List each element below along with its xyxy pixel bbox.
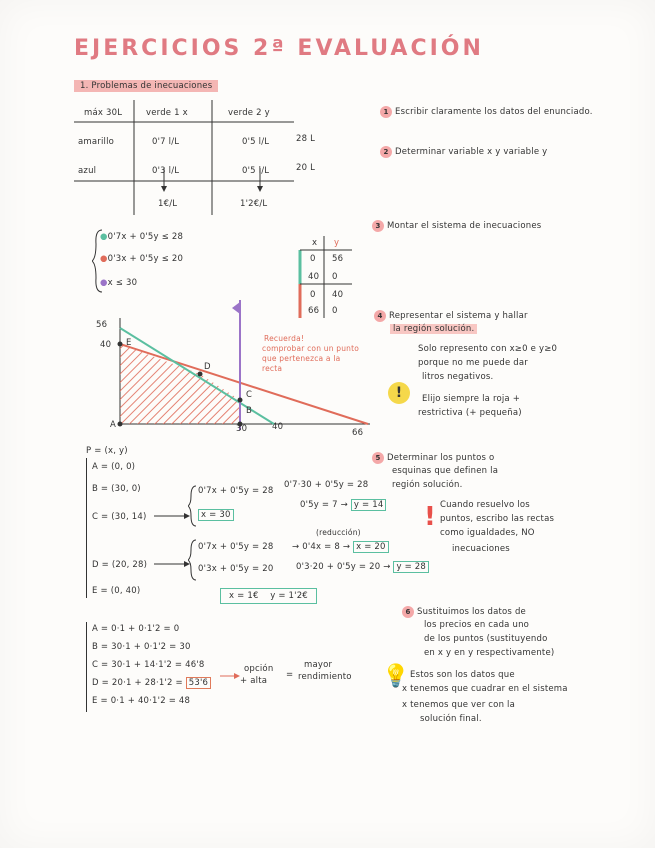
step-number: 3 xyxy=(372,220,384,232)
note-text: Elijo siempre la roja + xyxy=(422,394,521,404)
step-4-line2: la región solución. xyxy=(390,324,477,334)
equation-boxed: x = 30 xyxy=(198,510,234,520)
values-cell: 0 xyxy=(310,254,316,264)
points-header: P = (x, y) xyxy=(86,446,128,456)
step-text: en x y en y respectivamente) xyxy=(424,648,555,658)
equals-sign: = xyxy=(286,670,294,680)
inequality-2: ●0'3x + 0'5y ≤ 20 xyxy=(100,254,184,264)
values-head-x: x xyxy=(312,238,318,248)
values-cell: 56 xyxy=(332,254,344,264)
step-text: los precios en cada uno xyxy=(424,620,530,630)
step-text: de los puntos (sustituyendo xyxy=(424,634,548,644)
note-text: x tenemos que cuadrar en el sistema xyxy=(402,684,568,694)
eval-line: A = 0·1 + 0·1'2 = 0 xyxy=(92,624,180,634)
note-text: litros negativos. xyxy=(422,372,494,382)
graph-note: recta xyxy=(262,364,283,373)
eval-bracket xyxy=(86,622,87,712)
graph-note: Recuerda! xyxy=(264,334,305,343)
eval-line: B = 30·1 + 0·1'2 = 30 xyxy=(92,642,191,652)
arrows xyxy=(150,500,190,570)
note-text: opción xyxy=(244,664,274,674)
values-cell: 40 xyxy=(332,290,344,300)
equation: 0'3x + 0'5y = 20 xyxy=(198,564,274,574)
step-number: 4 xyxy=(374,310,386,322)
brace xyxy=(188,484,198,528)
table-header-green2: verde 2 y xyxy=(228,108,270,118)
note-text: + alta xyxy=(240,676,268,686)
table-total: 20 L xyxy=(296,163,316,173)
point-b: B = (30, 0) xyxy=(92,484,141,494)
values-cell: 0 xyxy=(332,306,338,316)
equation: 0'7x + 0'5y = 28 xyxy=(198,542,274,552)
note-text: rendimiento xyxy=(298,672,352,682)
step-4: 4 Representar el sistema y hallar xyxy=(374,310,528,322)
point-label-a: A xyxy=(110,420,117,430)
eval-line: E = 0·1 + 40·1'2 = 48 xyxy=(92,696,191,706)
graph-ytick: 40 xyxy=(100,340,112,350)
step-number: 1 xyxy=(380,106,392,118)
point-d: D = (20, 28) xyxy=(92,560,148,570)
table-row-label: azul xyxy=(78,166,97,176)
graph-note: comprobar con un punto xyxy=(262,344,360,353)
values-cell: 0 xyxy=(332,272,338,282)
point-label-b: B xyxy=(246,406,253,416)
price-y: 1'2€/L xyxy=(240,199,268,209)
exclamation-icon: ! xyxy=(424,502,436,532)
warning-icon: ! xyxy=(388,382,410,404)
eval-line: C = 30·1 + 14·1'2 = 46'8 xyxy=(92,660,205,670)
values-head-y: y xyxy=(334,238,340,248)
step-number: 6 xyxy=(402,606,414,618)
equation: 0'7x + 0'5y = 28 xyxy=(198,486,274,496)
step-number: 2 xyxy=(380,146,392,158)
arrow xyxy=(220,670,240,682)
note-text: restrictiva (+ pequeña) xyxy=(418,408,522,418)
eval-line-d: D = 20·1 + 28·1'2 = 53'6 xyxy=(92,678,211,688)
step-2: 2 Determinar variable x y variable y xyxy=(380,146,547,158)
price-x: 1€/L xyxy=(158,199,178,209)
table-header-green1: verde 1 x xyxy=(146,108,188,118)
point-label-d: D xyxy=(204,362,211,372)
point-c: C = (30, 14) xyxy=(92,512,147,522)
note-text: Estos son los datos que xyxy=(410,670,515,680)
table-header-max: máx 30L xyxy=(84,108,123,118)
note-text: mayor xyxy=(304,660,333,670)
prices-box: x = 1€ y = 1'2€ xyxy=(220,588,317,604)
equation-result: 0'3·20 + 0'5y = 20 → y = 28 xyxy=(296,562,429,572)
note-text: Cuando resuelvo los xyxy=(440,500,530,510)
table-cell: 0'5 l/L xyxy=(242,137,270,147)
values-cell: 66 xyxy=(308,306,320,316)
equation-result: 0'5y = 7 → y = 14 xyxy=(300,500,386,510)
note-text: x tenemos que ver con la xyxy=(402,700,516,710)
equation-result: → 0'4x = 8 → x = 20 xyxy=(292,542,389,552)
step-text: región solución. xyxy=(392,480,463,490)
step-3: 3 Montar el sistema de inecuaciones xyxy=(372,220,541,232)
graph-ytick: 56 xyxy=(96,320,108,330)
step-5: 5 Determinar los puntos o xyxy=(372,452,494,464)
brace xyxy=(188,538,198,582)
graph-xtick: 30 xyxy=(236,424,248,434)
note-text: porque no me puede dar xyxy=(418,358,528,368)
values-cell: 40 xyxy=(308,272,320,282)
table-cell: 0'3 l/L xyxy=(152,166,180,176)
note-text: puntos, escribo las rectas xyxy=(440,514,555,524)
point-label-c: C xyxy=(246,390,253,400)
point-a: A = (0, 0) xyxy=(92,462,136,472)
page-title: EJERCICIOS 2ª EVALUACIÓN xyxy=(74,36,484,61)
feasible-region-graph xyxy=(104,296,374,436)
step-number: 5 xyxy=(372,452,384,464)
note-text: como igualdades, NO xyxy=(440,528,535,538)
points-bracket xyxy=(86,458,87,598)
note-text: inecuaciones xyxy=(452,544,510,554)
data-table xyxy=(74,100,304,220)
note-text: Solo represento con x≥0 e y≥0 xyxy=(418,344,558,354)
section-heading: 1. Problemas de inecuaciones xyxy=(74,80,218,92)
inequality-3: ●x ≤ 30 xyxy=(100,278,138,288)
equation: 0'7·30 + 0'5y = 28 xyxy=(284,480,369,490)
step-text: esquinas que definen la xyxy=(392,466,499,476)
table-cell: 0'7 l/L xyxy=(152,137,180,147)
table-total: 28 L xyxy=(296,134,316,144)
step-6: 6 Sustituimos los datos de xyxy=(402,606,526,618)
method-label: (reducción) xyxy=(316,528,361,537)
note-text: solución final. xyxy=(420,714,482,724)
lightbulb-icon: 💡 xyxy=(382,664,410,689)
inequality-1: ●0'7x + 0'5y ≤ 28 xyxy=(100,232,184,242)
step-1: 1 Escribir claramente los datos del enunciado. xyxy=(380,106,593,118)
table-row-label: amarillo xyxy=(78,137,115,147)
point-e: E = (0, 40) xyxy=(92,586,141,596)
point-label-e: E xyxy=(126,338,132,348)
graph-xtick: 40 xyxy=(272,422,284,432)
graph-note: que pertenezca a la xyxy=(262,354,341,363)
table-cell: 0'5 l/L xyxy=(242,166,270,176)
values-cell: 0 xyxy=(310,290,316,300)
graph-xtick: 66 xyxy=(352,428,364,438)
